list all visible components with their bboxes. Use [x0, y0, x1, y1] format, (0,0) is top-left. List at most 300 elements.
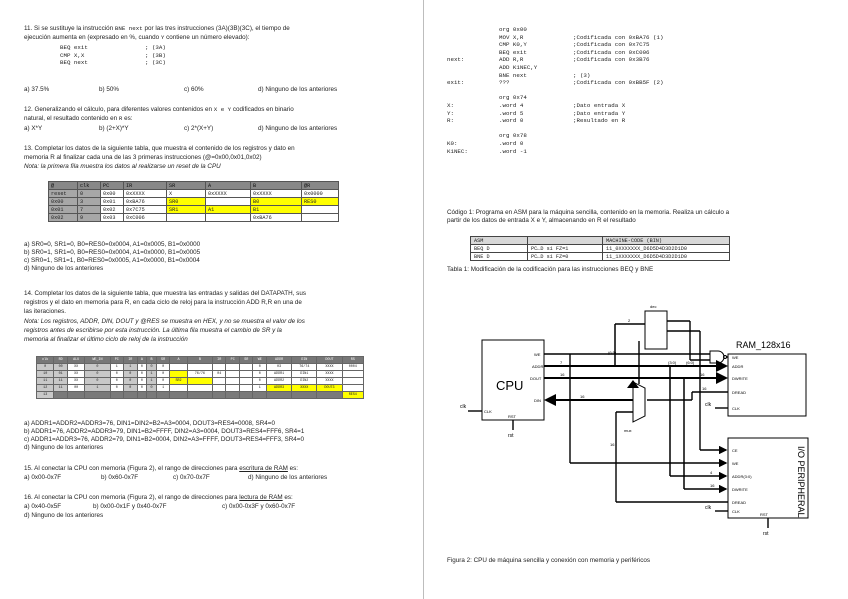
- table-cell: 1: [110, 364, 124, 371]
- table-header-cell: B: [147, 357, 157, 364]
- table-cell: [206, 198, 251, 206]
- q11-line2: [24, 34, 249, 42]
- q14-answer-d[interactable]: d) Ninguno de los anteriores: [24, 444, 104, 451]
- table-cell: [54, 392, 68, 399]
- bus-width-label: 2: [628, 318, 631, 323]
- table-cell: [342, 378, 363, 385]
- q12-code-inline2: R: [118, 115, 123, 122]
- table-cell: PC←D si FZ=1: [528, 245, 603, 253]
- table-row: [49, 198, 339, 206]
- bus-width-label: 16: [560, 372, 565, 377]
- asm-line: [447, 140, 663, 148]
- asm-line: [447, 34, 663, 42]
- table-cell: reset: [49, 190, 78, 198]
- table-cell: 0x02: [101, 206, 124, 214]
- table-cell: 0: [137, 378, 147, 385]
- cpu-port-dout: DOUT: [530, 376, 542, 381]
- table-cell: [342, 371, 363, 378]
- table-cell: [317, 392, 342, 399]
- table-cell: 0: [147, 364, 157, 371]
- asm-label: Y:: [447, 109, 454, 117]
- q13-answer-c[interactable]: c) SR0=1, SR1=1, B0=RES0=0x0005, A1=0x0000, B1=0x0004: [24, 257, 200, 264]
- table-cell: ADDR2: [267, 378, 292, 385]
- q12-answer-b[interactable]: b) (2+X)*Y: [99, 125, 129, 132]
- table-cell: 0x0000: [302, 190, 339, 198]
- table-cell: XX: [67, 378, 84, 385]
- ram-port-we: WE: [732, 355, 739, 360]
- asm-instruction: BEQ exit: [499, 48, 527, 56]
- table-cell: 12: [37, 385, 54, 392]
- table-header-cell: IR: [212, 357, 226, 364]
- q14-note2: registros antes de escribirse por esta instrucción. La última fila muestra el cambio de SR y la: [24, 327, 282, 334]
- table-cell: 0: [78, 190, 101, 198]
- table-cell: 9: [78, 214, 101, 222]
- table-row: [37, 364, 364, 371]
- table-row: [37, 385, 364, 392]
- table-cell: 3: [78, 198, 101, 206]
- table-row: [471, 245, 730, 253]
- right-page: [425, 0, 848, 599]
- table-cell: 0x01: [101, 198, 124, 206]
- table-cell: 11: [54, 385, 68, 392]
- q14-table: [36, 356, 364, 399]
- table-cell: [170, 392, 187, 399]
- table-cell: 1: [147, 371, 157, 378]
- table-cell: [212, 385, 226, 392]
- asm-label: R:: [447, 117, 454, 125]
- table-cell: 00: [54, 364, 68, 371]
- q11-answer-d[interactable]: d) Ninguno de los anteriores: [258, 86, 338, 93]
- table-header-cell: B: [187, 357, 212, 364]
- table-cell: [147, 392, 157, 399]
- asm-line: [447, 56, 663, 64]
- q15-answer-d[interactable]: d) Ninguno de los anteriores: [248, 474, 328, 481]
- table-cell: DIN1: [292, 371, 317, 378]
- q14-note3: memoria al finalizar el último ciclo de reloj de la instrucción: [24, 336, 188, 343]
- table-cell: 0x00: [49, 198, 78, 206]
- table-cell: 01: [54, 371, 68, 378]
- cpu-port-addr: ADDR: [532, 364, 544, 369]
- asm-line: [447, 117, 663, 125]
- table-cell: [187, 392, 212, 399]
- q13-note: Nota: la primera fila muestra los datos al realizarse un reset de la CPU: [24, 163, 221, 170]
- table-cell: SR2: [170, 378, 187, 385]
- asm-label: X:: [447, 101, 454, 109]
- table-cell: XX: [67, 371, 84, 378]
- q16-answer-b[interactable]: b) 0x00-0x1F y 0x40-0x7F: [93, 503, 167, 510]
- q14-answer-c[interactable]: c) ADDR1=ADDR3=76, ADDR2=79, DIN1=B2=0004, DIN2=A3=FFFF, DOUT3=RES4=FFF3, SR4=0: [24, 436, 304, 443]
- table-cell: 7: [78, 206, 101, 214]
- table-header-row: [37, 357, 364, 364]
- decoder-label: dec: [650, 304, 657, 309]
- asm-line: [447, 49, 663, 57]
- table-cell: XXXX: [317, 371, 342, 378]
- q11-answer-c[interactable]: c) 60%: [184, 86, 204, 93]
- q11-text2: ejecución aumenta en (expresado en %, cuando: [24, 34, 160, 41]
- asm-instruction: org 0x78: [499, 132, 527, 140]
- table-cell: XX: [67, 364, 84, 371]
- table-cell: 00: [67, 385, 84, 392]
- q13-answer-d[interactable]: d) Ninguno de los anteriores: [24, 265, 104, 272]
- cpu-port-clk: CLK: [484, 409, 492, 414]
- asm-comment: ;Codificada con 0x3B76: [573, 56, 650, 64]
- table-cell: [239, 378, 253, 385]
- table-cell-unknown: RES0: [302, 198, 339, 206]
- table-cell: 11_1XXXXXXX_D6D5D4D3D2D1D0: [603, 253, 730, 261]
- table-header-cell: A: [206, 182, 251, 190]
- cpu-rst-label: rst: [508, 433, 514, 439]
- table-cell: XXXX: [292, 385, 317, 392]
- table-cell: [302, 214, 339, 222]
- table-cell: 11: [54, 378, 68, 385]
- table-row: [49, 206, 339, 214]
- table-header-cell: PC: [226, 357, 240, 364]
- table-cell: 0: [85, 378, 110, 385]
- table-cell: BNE D: [471, 253, 528, 261]
- table-cell: 0: [253, 378, 267, 385]
- table-cell: 0xXXXX: [251, 190, 302, 198]
- q11-code-line: BEQ exit ; (3A): [60, 44, 166, 51]
- table-cell: 0: [110, 378, 124, 385]
- table-cell: [187, 364, 212, 371]
- table-header-cell: IR: [124, 182, 167, 190]
- table-cell: 0: [137, 364, 147, 371]
- mux-label: mux: [624, 428, 632, 433]
- decoder-block: [645, 311, 667, 349]
- q16-text-underlined: lectura de RAM: [239, 494, 283, 501]
- q13-line2: memoria R al finalizar cada una de las 3 primeras instrucciones (@=0x00,0x01,0x02): [24, 154, 262, 161]
- table-cell: 0x00: [101, 190, 124, 198]
- q12-code-inline: X e Y: [213, 106, 232, 113]
- q15-line1: [24, 465, 298, 473]
- table-cell: [124, 392, 138, 399]
- table-cell-unknown: A1: [206, 206, 251, 214]
- periph-port-rst: RST: [760, 512, 768, 517]
- table-cell: 76/74: [292, 364, 317, 371]
- table-cell-unknown: B1: [251, 206, 302, 214]
- asm-instruction: .word 5: [499, 109, 524, 117]
- table-header-cell: IR: [124, 357, 138, 364]
- q15-text-underlined: escritura de RAM: [239, 465, 288, 472]
- table-cell: 0: [37, 364, 54, 371]
- table-cell: DIN2: [292, 378, 317, 385]
- bus-width-label: 7: [560, 360, 563, 365]
- q12-answer-a[interactable]: a) X*Y: [24, 125, 43, 132]
- table-cell: 0: [124, 371, 138, 378]
- table-cell-unknown: SR1: [167, 206, 206, 214]
- table-cell: [212, 364, 226, 371]
- q15-answer-a[interactable]: a) 0x00-0x7F: [24, 474, 62, 481]
- q11-line1: [24, 25, 290, 33]
- table-cell: [226, 371, 240, 378]
- table-header-cell: PC: [110, 357, 124, 364]
- table-cell: [67, 392, 84, 399]
- table-cell: 0: [156, 378, 170, 385]
- table-header-cell: A: [170, 357, 187, 364]
- table-cell: [85, 392, 110, 399]
- asm-comment: ;Dato entrada X: [573, 101, 626, 109]
- asm-instruction: BNE next: [499, 71, 527, 79]
- table-cell: 1: [253, 385, 267, 392]
- encoding-table: [470, 236, 730, 261]
- table-row: [37, 392, 364, 399]
- table-cell: 0: [137, 371, 147, 378]
- table-cell: [253, 392, 267, 399]
- periph-rst-label: rst: [763, 531, 769, 537]
- asm-comment: ;Codificada con 0xC006: [573, 48, 650, 56]
- table-header-cell: [528, 237, 603, 245]
- bus-width-label: 16: [700, 372, 705, 377]
- table-caption: Tabla 1: Modificación de la codificación para las instrucciones BEQ y BNE: [447, 266, 654, 273]
- q13-line1: 13. Completar los datos de la siguiente tabla, que muestra el contenido de los registros y dato en: [24, 145, 295, 152]
- table-header-row: [471, 237, 730, 245]
- cpu-port-rst: RST: [508, 414, 516, 419]
- table-header-row: [49, 182, 339, 190]
- table-cell: 1: [124, 364, 138, 371]
- q12-text-rest: codificados en binario: [232, 106, 294, 113]
- table-cell: 0: [124, 385, 138, 392]
- asm-instruction: ???: [499, 79, 510, 87]
- table-cell: [110, 392, 124, 399]
- ram-port-dwrite: DWRITE: [732, 376, 748, 381]
- table-cell-unknown: B0: [251, 198, 302, 206]
- table-header-cell: WE_IN: [85, 357, 110, 364]
- asm-instruction: ADD K1NEC,Y: [499, 63, 538, 71]
- table-cell: [292, 392, 317, 399]
- table-cell: 0xBA76: [251, 214, 302, 222]
- table-row: [49, 214, 339, 222]
- bus-width-label: 16: [702, 386, 707, 391]
- table-cell: [167, 214, 206, 222]
- q12-text2-rest: es:: [124, 115, 133, 122]
- q16-answer-c[interactable]: c) 0x00-0x3F y 0x60-0x7F: [222, 503, 296, 510]
- q12-answer-d[interactable]: d) Ninguno de los anteriores: [258, 125, 338, 132]
- q16-answer-d[interactable]: d) Ninguno de los anteriores: [24, 512, 104, 519]
- asm-line: [447, 132, 663, 140]
- cpu-port-din: DIN: [534, 398, 541, 403]
- table-cell: [156, 392, 170, 399]
- table-header-cell: SR: [239, 357, 253, 364]
- asm-instruction: .word 4: [499, 101, 524, 109]
- asm-line: [447, 125, 663, 133]
- table-cell: 0: [253, 364, 267, 371]
- asm-line: [447, 102, 663, 110]
- table-header-cell: DOUT: [317, 357, 342, 364]
- asm-line: [447, 87, 663, 95]
- table-cell: XXXX: [317, 378, 342, 385]
- table-cell: 0: [124, 378, 138, 385]
- table-row: [37, 371, 364, 378]
- table-row: [471, 253, 730, 261]
- bus-slice-label: (6:0): [686, 360, 695, 365]
- table-cell: RES4: [342, 392, 363, 399]
- bus-slice-label: (3:0): [668, 360, 677, 365]
- periph-port-addr: ADDR(3:0): [732, 474, 752, 479]
- asm-line: [447, 110, 663, 118]
- q15-text: 15. Al conectar la CPU con memoria (Figura 2), el rango de direcciones para: [24, 465, 238, 472]
- asm-label: K0:: [447, 139, 458, 147]
- q12-line1: [24, 106, 294, 114]
- q11-answer-a[interactable]: a) 37.5%: [24, 86, 50, 93]
- periph-port-dread: DREAD: [732, 500, 747, 505]
- table-cell: [226, 378, 240, 385]
- table-cell: 0: [156, 364, 170, 371]
- table-cell: [187, 385, 212, 392]
- asm-line: [447, 79, 663, 87]
- q16-text: 16. Al conectar la CPU con memoria (Figura 2), el rango de direcciones para: [24, 494, 238, 501]
- ram-port-clk: CLK: [732, 406, 740, 411]
- figure-caption: Figura 2: CPU de máquina sencilla y conexión con memoria y periféricos: [447, 557, 650, 564]
- table-cell: [267, 392, 292, 399]
- bus-width-label: 16: [580, 394, 585, 399]
- table-header-cell: PC: [101, 182, 124, 190]
- ram-clk-label: clk: [705, 402, 712, 408]
- q11-code: [60, 44, 166, 67]
- table-cell: [170, 371, 187, 378]
- table-cell: [212, 378, 226, 385]
- table-header-cell: @: [49, 182, 78, 190]
- q16-text-rest: es:: [284, 494, 293, 501]
- table-header-cell: RS: [342, 357, 363, 364]
- table-cell: [206, 214, 251, 222]
- asm-line: [447, 41, 663, 49]
- table-cell: XXXX: [317, 364, 342, 371]
- table-cell: 10: [37, 371, 54, 378]
- q11-code-inline: BNE next: [114, 25, 143, 32]
- table-cell: [187, 378, 212, 385]
- table-cell: [342, 385, 363, 392]
- table-cell: 03: [267, 364, 292, 371]
- table-cell: 0: [110, 385, 124, 392]
- q12-answer-c[interactable]: c) 2*(X+Y): [184, 125, 214, 132]
- asm-instruction: org 0x00: [499, 26, 527, 33]
- bus-width-label: 4: [710, 470, 713, 475]
- q14-answer-b[interactable]: b) ADDR1=76, ADDR2=ADDR3=79, DIN1=B2=FFFF, DIN2=A3=0004, DOUT3=RES4=FFF6, SR4=1: [24, 428, 305, 435]
- table-header-cell: A: [137, 357, 147, 364]
- cpu-clk-label: clk: [460, 404, 467, 410]
- code-caption-line1: Código 1: Programa en ASM para la máquina sencilla, contenido en la memoria. Realiza un cálculo a: [447, 209, 730, 216]
- asm-label: K1NEC:: [447, 147, 468, 155]
- table-header-cell: @R: [302, 182, 339, 190]
- asm-instruction: MOV X,R: [499, 33, 524, 41]
- asm-instruction: ADD R,R: [499, 56, 524, 64]
- table-cell: 11_0XXXXXXX_D6D5D4D3D2D1D0: [603, 245, 730, 253]
- table-cell: [239, 385, 253, 392]
- table-cell: [226, 392, 240, 399]
- asm-instruction: CMP K0,Y: [499, 41, 527, 49]
- asm-label: exit:: [447, 79, 465, 87]
- table-cell: 76/76: [187, 371, 212, 378]
- q15-answer-c[interactable]: c) 0x70-0x7F: [173, 474, 210, 481]
- table-row: [37, 378, 364, 385]
- asm-comment: ;Codificada con 0xBB5F (2): [573, 79, 664, 87]
- q16-answer-a[interactable]: a) 0x40-0x5F: [24, 503, 62, 510]
- table-cell: 0: [253, 371, 267, 378]
- asm-label: next:: [447, 56, 465, 64]
- table-cell: 0x01: [49, 206, 78, 214]
- table-cell: X: [167, 190, 206, 198]
- table-header-cell: MACHINE-CODE (BIN): [603, 237, 730, 245]
- asm-line: [447, 26, 663, 34]
- table-cell: [137, 392, 147, 399]
- q15-text-rest: es:: [289, 465, 299, 472]
- q12-text2: natural, el resultado contenido en: [24, 115, 118, 122]
- q16-line1: [24, 494, 293, 502]
- asm-line: [447, 94, 663, 102]
- periph-port-ce: CE: [732, 448, 738, 453]
- q12-line2: [24, 115, 133, 123]
- and-gate: [710, 351, 724, 363]
- table-header-cell: WE: [253, 357, 267, 364]
- table-header-cell: B: [251, 182, 302, 190]
- table-cell: BEQ D: [471, 245, 528, 253]
- q15-answer-b[interactable]: b) 0x60-0x7F: [101, 474, 139, 481]
- table-header-cell: ASM: [471, 237, 528, 245]
- table-header-cell: ALU: [67, 357, 84, 364]
- ram-port-dread: DREAD: [732, 390, 747, 395]
- table-cell: 0004: [342, 364, 363, 371]
- asm-comment: ;Codificada con 0x7C75: [573, 41, 650, 49]
- table-cell: 0x02: [49, 214, 78, 222]
- q12-text: 12. Generalizando el cálculo, para diferentes valores contenidos en: [24, 106, 212, 113]
- q11-code-inline2: Y: [160, 34, 165, 41]
- bus-width-label: 16: [610, 442, 615, 447]
- q13-answer-a[interactable]: a) SR0=0, SR1=0, B0=RES0=0x0004, A1=0x0005, B1=0x0000: [24, 241, 201, 248]
- table-cell: [226, 364, 240, 371]
- asm-instruction: org 0x74: [499, 94, 527, 102]
- table-cell: 04: [212, 371, 226, 378]
- table-cell: 0xBA76: [124, 198, 167, 206]
- table-cell: 1: [156, 385, 170, 392]
- table-header-cell: SR: [167, 182, 206, 190]
- table-cell: ADDR3: [267, 385, 292, 392]
- periph-port-we: WE: [732, 461, 739, 466]
- table-cell: PC←D si FZ=0: [528, 253, 603, 261]
- q11-answer-b[interactable]: b) 50%: [99, 86, 119, 93]
- table-header-cell: ADDR: [267, 357, 292, 364]
- ram-label: RAM_128x16: [736, 340, 791, 350]
- table-cell: 0xXXXX: [206, 190, 251, 198]
- asm-instruction: .word 0: [499, 117, 524, 125]
- q14-line2: registros y el dato en memoria para R, en cada ciclo de reloj para la instrucción ADD R,R en una de: [24, 299, 302, 306]
- table-cell: 0: [110, 371, 124, 378]
- table-cell: 0: [147, 385, 157, 392]
- bus-slice-label: (6:5): [608, 350, 617, 355]
- asm-line: [447, 64, 663, 72]
- table-cell: 13: [37, 392, 54, 399]
- code-caption-line2: partir de los datos de entrada X e Y, almacenando en R el resultado: [447, 217, 636, 224]
- q11-text: 11. Si se sustituye la instrucción: [24, 25, 114, 32]
- table-cell: [239, 392, 253, 399]
- periph-clk-label: clk: [705, 505, 712, 511]
- table-cell: DOUT3: [317, 385, 342, 392]
- table-cell: [170, 364, 187, 371]
- table-cell: [302, 206, 339, 214]
- bus-width-label: 16: [710, 483, 715, 488]
- cpu-label: CPU: [496, 378, 524, 393]
- q13-answer-b[interactable]: b) SR0=1, SR1=0, B0=RES0=0x0004, A1=0x0000, B1=0x0005: [24, 249, 201, 256]
- asm-comment: ;Dato entrada Y: [573, 109, 626, 117]
- q14-answer-a[interactable]: a) ADDR1=ADDR2=ADDR3=76, DIN1=DIN2=B2=A3=0004, DOUT3=RES4=0008, SR4=0: [24, 420, 275, 427]
- asm-instruction: .word -1: [499, 147, 527, 155]
- q14-note1: Nota: Los registros, ADDR, DIN, DOUT y @RES se muestra en HEX, y no se muestra el valor de los: [24, 318, 305, 325]
- table-cell: 1: [147, 378, 157, 385]
- table-row: [49, 190, 339, 198]
- table-cell: 11: [37, 378, 54, 385]
- table-cell: 0: [156, 371, 170, 378]
- periph-port-dwrite: DWRITE: [732, 487, 748, 492]
- table-cell: 0: [85, 371, 110, 378]
